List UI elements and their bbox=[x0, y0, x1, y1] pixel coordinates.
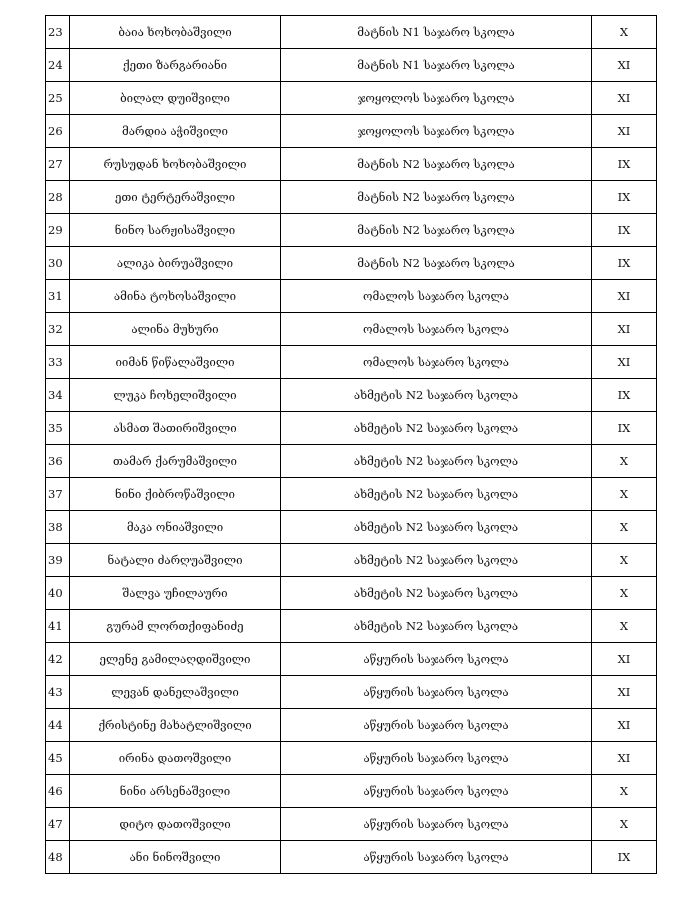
table-row bbox=[46, 181, 657, 214]
grade-level: XI bbox=[592, 676, 657, 709]
table-row bbox=[46, 16, 657, 49]
school-name: ახმეტის N2 საჯარო სკოლა bbox=[281, 379, 592, 412]
grade-level: X bbox=[592, 610, 657, 643]
row-number: 33 bbox=[46, 346, 70, 379]
grade-level: IX bbox=[592, 247, 657, 280]
row-number: 37 bbox=[46, 478, 70, 511]
row-number: 29 bbox=[46, 214, 70, 247]
grade-level: XI bbox=[592, 643, 657, 676]
student-name: გურამ ლორთქიფანიძე bbox=[70, 610, 281, 643]
table-row bbox=[46, 313, 657, 346]
school-name: ახმეტის N2 საჯარო სკოლა bbox=[281, 511, 592, 544]
row-number: 44 bbox=[46, 709, 70, 742]
table-row bbox=[46, 148, 657, 181]
student-name: ქრისტინე მახატლიშვილი bbox=[70, 709, 281, 742]
student-name: მაკა ონიაშვილი bbox=[70, 511, 281, 544]
row-number: 32 bbox=[46, 313, 70, 346]
participants-table-body bbox=[46, 16, 657, 874]
row-number: 40 bbox=[46, 577, 70, 610]
table-row bbox=[46, 742, 657, 775]
student-name: ლუკა ჩოხელიშვილი bbox=[70, 379, 281, 412]
student-name: შალვა უჩილაური bbox=[70, 577, 281, 610]
school-name: ახმეტის N2 საჯარო სკოლა bbox=[281, 445, 592, 478]
grade-level: XI bbox=[592, 742, 657, 775]
grade-level: X bbox=[592, 511, 657, 544]
row-number: 35 bbox=[46, 412, 70, 445]
row-number: 34 bbox=[46, 379, 70, 412]
row-number: 23 bbox=[46, 16, 70, 49]
grade-level: XI bbox=[592, 82, 657, 115]
student-name: ნატალი ძარღუაშვილი bbox=[70, 544, 281, 577]
grade-level: XI bbox=[592, 49, 657, 82]
school-name: ახმეტის N2 საჯარო სკოლა bbox=[281, 412, 592, 445]
school-name: ომალოს საჯარო სკოლა bbox=[281, 346, 592, 379]
row-number: 45 bbox=[46, 742, 70, 775]
student-name: ნინი ქიბროწაშვილი bbox=[70, 478, 281, 511]
table-row bbox=[46, 610, 657, 643]
student-name: ქეთი ზარგარიანი bbox=[70, 49, 281, 82]
school-name: აწყურის საჯარო სკოლა bbox=[281, 676, 592, 709]
table-row bbox=[46, 115, 657, 148]
student-name: ნინო სარჟისაშვილი bbox=[70, 214, 281, 247]
school-name: ახმეტის N2 საჯარო სკოლა bbox=[281, 544, 592, 577]
table-row bbox=[46, 478, 657, 511]
school-name: ახმეტის N2 საჯარო სკოლა bbox=[281, 610, 592, 643]
table-row bbox=[46, 808, 657, 841]
row-number: 36 bbox=[46, 445, 70, 478]
grade-level: X bbox=[592, 445, 657, 478]
grade-level: X bbox=[592, 16, 657, 49]
grade-level: X bbox=[592, 544, 657, 577]
row-number: 48 bbox=[46, 841, 70, 874]
row-number: 47 bbox=[46, 808, 70, 841]
row-number: 41 bbox=[46, 610, 70, 643]
school-name: აწყურის საჯარო სკოლა bbox=[281, 841, 592, 874]
grade-level: X bbox=[592, 577, 657, 610]
grade-level: IX bbox=[592, 841, 657, 874]
grade-level: IX bbox=[592, 214, 657, 247]
student-name: მარდია აჭიშვილი bbox=[70, 115, 281, 148]
student-name: ალინა მუხური bbox=[70, 313, 281, 346]
participants-table bbox=[45, 15, 657, 874]
table-row bbox=[46, 247, 657, 280]
school-name: აწყურის საჯარო სკოლა bbox=[281, 709, 592, 742]
student-name: ანი ნინოშვილი bbox=[70, 841, 281, 874]
row-number: 30 bbox=[46, 247, 70, 280]
student-name: ეთი ტერტერაშვილი bbox=[70, 181, 281, 214]
table-row bbox=[46, 511, 657, 544]
row-number: 46 bbox=[46, 775, 70, 808]
student-name: ნინი არსენაშვილი bbox=[70, 775, 281, 808]
student-name: ასმათ შათირიშვილი bbox=[70, 412, 281, 445]
table-row bbox=[46, 445, 657, 478]
table-row bbox=[46, 709, 657, 742]
grade-level: IX bbox=[592, 412, 657, 445]
student-name: ელენე გამილაღდიშვილი bbox=[70, 643, 281, 676]
grade-level: IX bbox=[592, 148, 657, 181]
row-number: 25 bbox=[46, 82, 70, 115]
grade-level: X bbox=[592, 808, 657, 841]
student-name: ბილალ დუიშვილი bbox=[70, 82, 281, 115]
table-row bbox=[46, 775, 657, 808]
grade-level: XI bbox=[592, 346, 657, 379]
table-row bbox=[46, 346, 657, 379]
school-name: ომალოს საჯარო სკოლა bbox=[281, 313, 592, 346]
school-name: ახმეტის N2 საჯარო სკოლა bbox=[281, 577, 592, 610]
school-name: მატნის N1 საჯარო სკოლა bbox=[281, 49, 592, 82]
student-name: თამარ ქარუმაშვილი bbox=[70, 445, 281, 478]
table-row bbox=[46, 544, 657, 577]
school-name: აწყურის საჯარო სკოლა bbox=[281, 808, 592, 841]
school-name: მატნის N2 საჯარო სკოლა bbox=[281, 181, 592, 214]
grade-level: XI bbox=[592, 709, 657, 742]
student-name: დიტო დათოშვილი bbox=[70, 808, 281, 841]
table-row bbox=[46, 841, 657, 874]
row-number: 39 bbox=[46, 544, 70, 577]
row-number: 42 bbox=[46, 643, 70, 676]
table-row bbox=[46, 676, 657, 709]
school-name: აწყურის საჯარო სკოლა bbox=[281, 775, 592, 808]
school-name: მატნის N2 საჯარო სკოლა bbox=[281, 247, 592, 280]
table-row bbox=[46, 643, 657, 676]
student-name: ამინა ტოხოსაშვილი bbox=[70, 280, 281, 313]
row-number: 26 bbox=[46, 115, 70, 148]
grade-level: X bbox=[592, 775, 657, 808]
row-number: 38 bbox=[46, 511, 70, 544]
school-name: აწყურის საჯარო სკოლა bbox=[281, 742, 592, 775]
school-name: მატნის N2 საჯარო სკოლა bbox=[281, 214, 592, 247]
student-name: ირინა დათოშვილი bbox=[70, 742, 281, 775]
school-name: აწყურის საჯარო სკოლა bbox=[281, 643, 592, 676]
school-name: ახმეტის N2 საჯარო სკოლა bbox=[281, 478, 592, 511]
table-row bbox=[46, 412, 657, 445]
row-number: 24 bbox=[46, 49, 70, 82]
student-name: ბაია ხოხობაშვილი bbox=[70, 16, 281, 49]
student-name: ალიკა ბირუაშვილი bbox=[70, 247, 281, 280]
school-name: მატნის N1 საჯარო სკოლა bbox=[281, 16, 592, 49]
table-row bbox=[46, 577, 657, 610]
school-name: მატნის N2 საჯარო სკოლა bbox=[281, 148, 592, 181]
row-number: 28 bbox=[46, 181, 70, 214]
student-name: ლევან დანელაშვილი bbox=[70, 676, 281, 709]
grade-level: XI bbox=[592, 280, 657, 313]
row-number: 31 bbox=[46, 280, 70, 313]
school-name: ჯოყოლოს საჯარო სკოლა bbox=[281, 82, 592, 115]
table-row bbox=[46, 379, 657, 412]
school-name: ჯოყოლოს საჯარო სკოლა bbox=[281, 115, 592, 148]
grade-level: X bbox=[592, 478, 657, 511]
grade-level: XI bbox=[592, 313, 657, 346]
row-number: 43 bbox=[46, 676, 70, 709]
table-row bbox=[46, 82, 657, 115]
grade-level: IX bbox=[592, 379, 657, 412]
student-name: რუსუდან ხოხობაშვილი bbox=[70, 148, 281, 181]
table-row bbox=[46, 49, 657, 82]
table-row bbox=[46, 214, 657, 247]
grade-level: IX bbox=[592, 181, 657, 214]
student-name: იიმან წიწალაშვილი bbox=[70, 346, 281, 379]
school-name: ომალოს საჯარო სკოლა bbox=[281, 280, 592, 313]
grade-level: XI bbox=[592, 115, 657, 148]
table-row bbox=[46, 280, 657, 313]
row-number: 27 bbox=[46, 148, 70, 181]
